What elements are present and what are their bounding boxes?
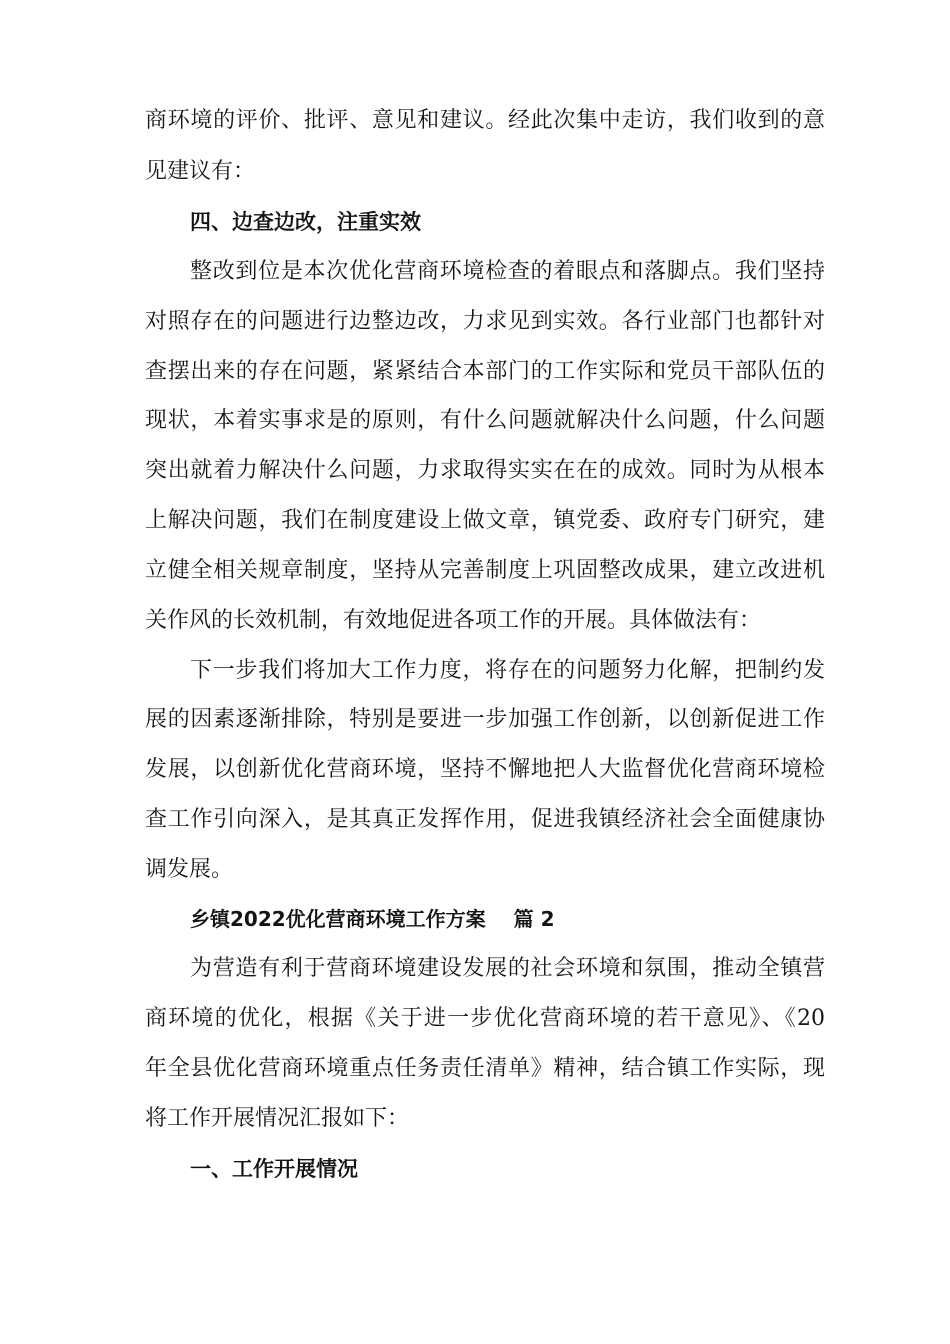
text-line: 展的因素逐渐排除，特别是要进一步加强工作创新，以创新促进工作 xyxy=(145,707,825,732)
text-line: 为营造有利于营商环境建设发展的社会环境和氛围，推动全镇营 xyxy=(190,956,825,981)
text-line: 查工作引向深入，是其真正发挥作用，促进我镇经济社会全面健康协 xyxy=(145,807,825,832)
text-line: 关作风的长效机制，有效地促进各项工作的开展。具体做法有： xyxy=(145,608,762,633)
text-line: 年全县优化营商环境重点任务责任清单》精神，结合镇工作实际，现 xyxy=(145,1056,825,1081)
text-line: 对照存在的问题进行边整边改，力求见到实效。各行业部门也都针对 xyxy=(145,309,825,334)
text-line: 整改到位是本次优化营商环境检查的着眼点和落脚点。我们坚持 xyxy=(190,259,825,284)
text-line: 上解决问题，我们在制度建设上做文章，镇党委、政府专门研究，建 xyxy=(145,508,825,533)
text-line: 下一步我们将加大工作力度，将存在的问题努力化解，把制约发 xyxy=(190,658,825,683)
section-heading-1: 一、工作开展情况 xyxy=(190,1157,358,1181)
text-line: 发展，以创新优化营商环境，坚持不懈地把人大监督优化营商环境检 xyxy=(145,757,825,782)
subtitle-main: 乡镇2022优化营商环境工作方案 xyxy=(190,907,486,931)
subtitle-suffix: 篇 2 xyxy=(513,907,555,931)
text-line: 商环境的优化，根据《关于进一步优化营商环境的若干意见》、《20 xyxy=(145,1006,825,1031)
text-line: 调发展。 xyxy=(145,857,234,882)
text-line: 立健全相关规章制度，坚持从完善制度上巩固整改成果，建立改进机 xyxy=(145,558,825,583)
text-line: 商环境的评价、批评、意见和建议。经此次集中走访，我们收到的意 xyxy=(145,108,825,133)
text-line: 突出就着力解决什么问题，力求取得实实在在的成效。同时为从根本 xyxy=(145,458,825,483)
section-heading-4: 四、边查边改，注重实效 xyxy=(190,210,421,234)
text-line: 现状，本着实事求是的原则，有什么问题就解决什么问题，什么问题 xyxy=(145,408,825,433)
text-line: 见建议有： xyxy=(145,159,256,184)
document-subtitle xyxy=(190,904,555,934)
text-line: 查摆出来的存在问题，紧紧结合本部门的工作实际和党员干部队伍的 xyxy=(145,359,825,384)
text-line: 将工作开展情况汇报如下： xyxy=(145,1106,410,1131)
